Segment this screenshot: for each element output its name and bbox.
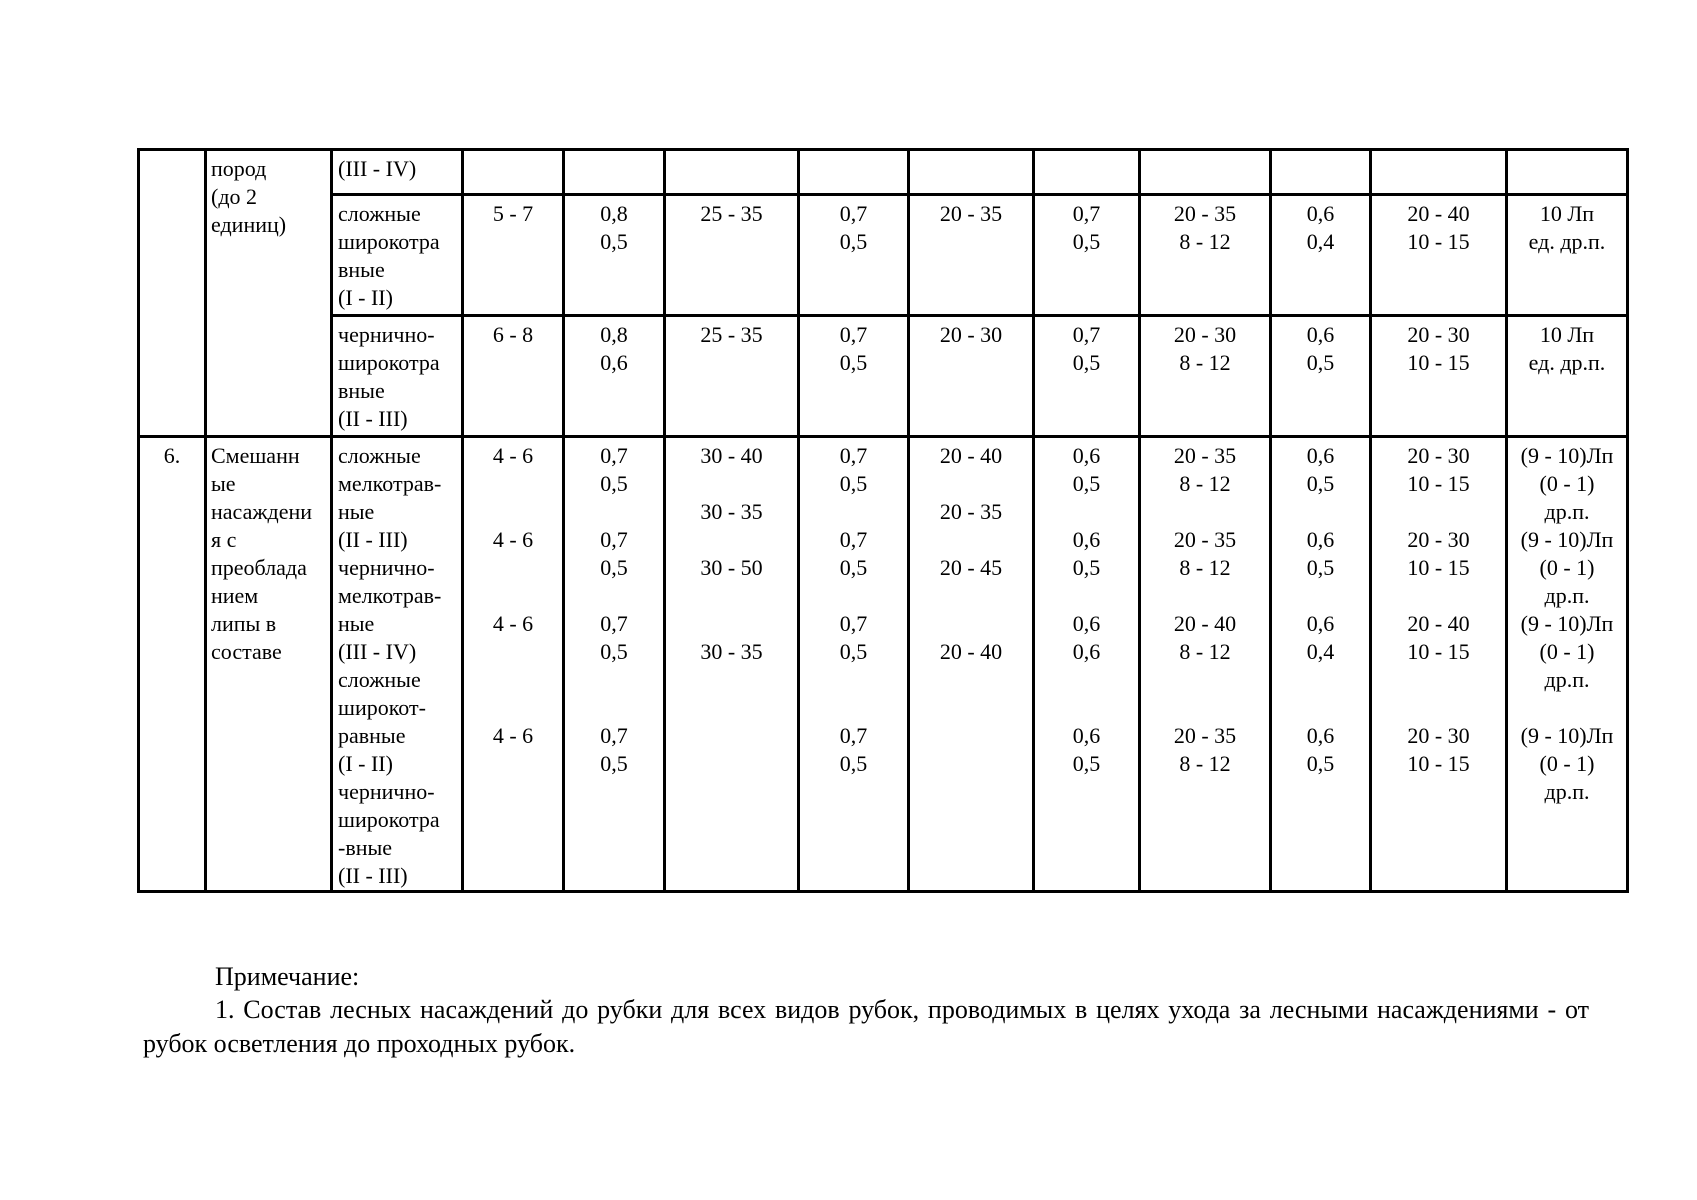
table-cell: 20 - 40 10 - 15 [1371,195,1507,316]
table-cell: 6 - 8 [463,316,564,437]
table-cell: 25 - 35 [665,195,799,316]
table-cell [564,150,665,195]
table-cell: Смешанн ые насаждени я с преоблада нием липы в составе [206,437,332,892]
table-cell: 0,6 0,5 [1271,316,1371,437]
table-cell: сложные мелкотрав- ные (II - III) чернично- мелкотрав- ные (III - IV) сложные широкот- равные (I - II) чернично- широкотра -вные (II - III) [332,437,463,892]
table-cell: 0,7 0,5 [799,195,909,316]
table-cell: чернично- широкотра вные (II - III) [332,316,463,437]
table-cell [1034,150,1140,195]
table-cell: 0,7 0,5 [1034,195,1140,316]
forest-stand-table [137,148,1629,893]
table-cell: 30 - 40 30 - 35 30 - 50 30 - 35 [665,437,799,892]
table-row [139,437,1628,892]
table-row [139,150,1628,195]
table-cell: 0,7 0,5 0,7 0,5 0,7 0,5 0,7 0,5 [799,437,909,892]
table-cell: 0,6 0,5 0,6 0,5 0,6 0,6 0,6 0,5 [1034,437,1140,892]
table-cell: 20 - 30 10 - 15 [1371,316,1507,437]
table-cell: 0,7 0,5 [799,316,909,437]
table-cell: 5 - 7 [463,195,564,316]
table-cell: пород (до 2 единиц) [206,150,332,437]
table-row [139,195,1628,316]
table-cell [1371,150,1507,195]
table-cell: 10 Лп ед. др.п. [1507,316,1628,437]
table-cell: сложные широкотра вные (I - II) [332,195,463,316]
table-cell: 20 - 35 8 - 12 [1140,195,1271,316]
table-cell: 10 Лп ед. др.п. [1507,195,1628,316]
table-cell: 20 - 35 [909,195,1034,316]
table-cell: 20 - 40 20 - 35 20 - 45 20 - 40 [909,437,1034,892]
table-cell: 20 - 35 8 - 12 20 - 35 8 - 12 20 - 40 8 - 12 20 - 35 8 - 12 [1140,437,1271,892]
note-title: Примечание: [215,962,360,991]
table-cell: 4 - 6 4 - 6 4 - 6 4 - 6 [463,437,564,892]
table-cell: 0,6 0,5 0,6 0,5 0,6 0,4 0,6 0,5 [1271,437,1371,892]
table-row [139,316,1628,437]
table-body [139,150,1628,892]
table-cell [1507,150,1628,195]
table-cell: 0,6 0,4 [1271,195,1371,316]
table-cell: (9 - 10)Лп (0 - 1) др.п. (9 - 10)Лп (0 - 1) др.п. (9 - 10)Лп (0 - 1) др.п. (9 - 10)Лп (0 - 1) др.п. [1507,437,1628,892]
table-cell: 0,8 0,5 [564,195,665,316]
table-cell: 0,7 0,5 [1034,316,1140,437]
table-cell: (III - IV) [332,150,463,195]
table-cell: 0,7 0,5 0,7 0,5 0,7 0,5 0,7 0,5 [564,437,665,892]
table-cell [463,150,564,195]
table-cell: 20 - 30 10 - 15 20 - 30 10 - 15 20 - 40 10 - 15 20 - 30 10 - 15 [1371,437,1507,892]
table-cell: 6. [139,437,206,892]
table-cell: 0,8 0,6 [564,316,665,437]
table-cell [1271,150,1371,195]
table-cell [139,150,206,437]
table-cell [665,150,799,195]
table-cell [799,150,909,195]
table-cell: 25 - 35 [665,316,799,437]
note-text: 1. Состав лесных насаждений до рубки для всех видов рубок, проводимых в целях ухода за лесными насаждениями - от рубок осветления до проходных рубок. [143,995,1589,1058]
table-cell [1140,150,1271,195]
table-cell [909,150,1034,195]
table-cell: 20 - 30 [909,316,1034,437]
table-cell: 20 - 30 8 - 12 [1140,316,1271,437]
